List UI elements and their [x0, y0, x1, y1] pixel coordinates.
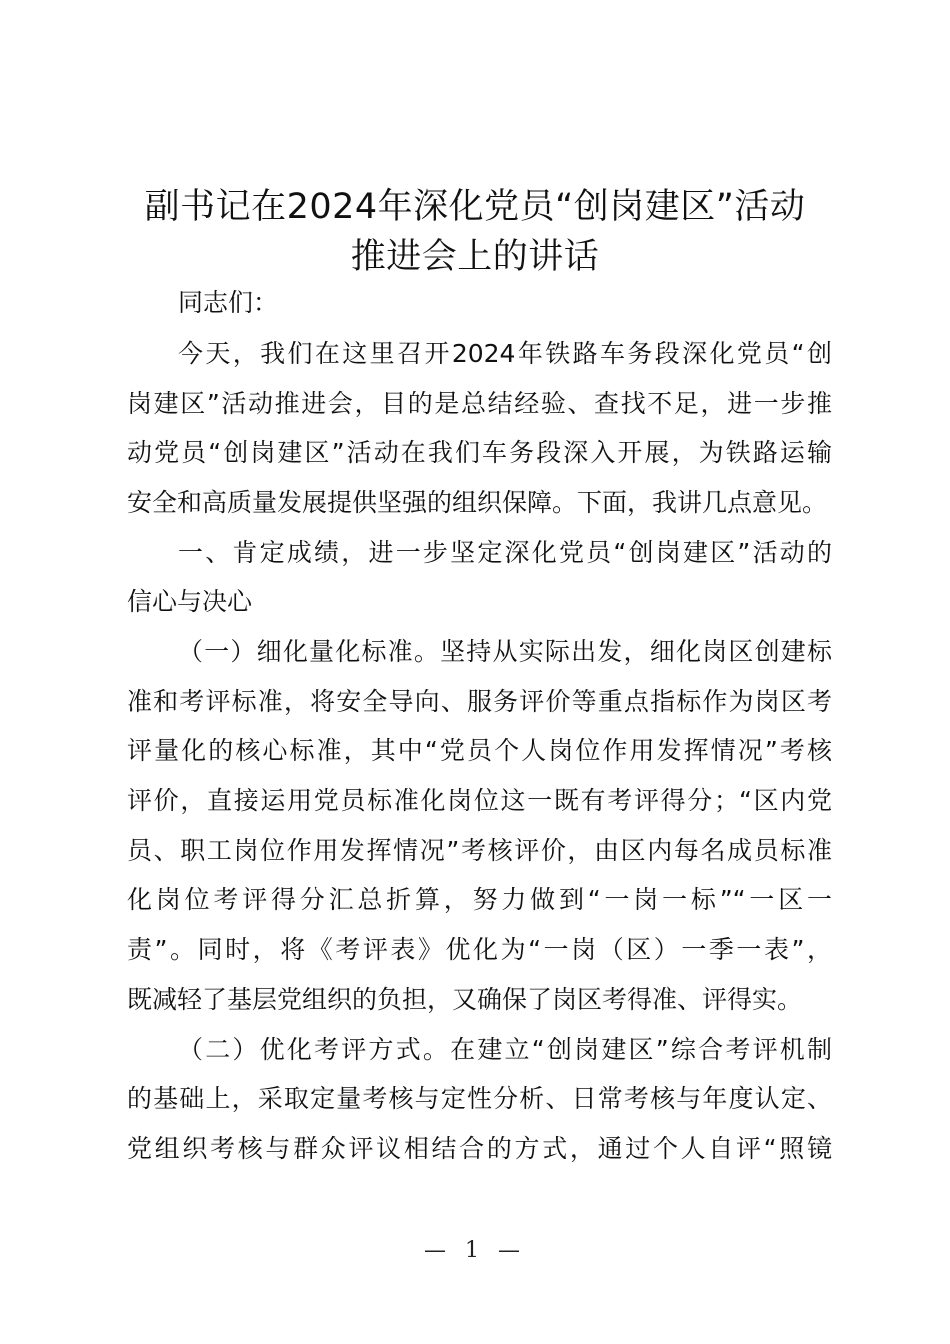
paragraph-line: 化岗位考评得分汇总折算，努力做到“一岗一标”“一区一 [127, 885, 832, 914]
paragraph-line: 评价，直接运用党员标准化岗位这一既有考评得分；“区内党 [127, 786, 832, 815]
paragraph-line: 岗建区”活动推进会，目的是总结经验、查找不足，进一步推 [127, 389, 832, 418]
paragraph-line: 准和考评标准，将安全导向、服务评价等重点指标作为岗区考 [127, 687, 832, 716]
page-number: — 1 — [424, 1238, 526, 1263]
section-heading-line: 信心与决心 [127, 587, 253, 616]
paragraph-line: 动党员“创岗建区”活动在我们车务段深入开展，为铁路运输 [127, 438, 832, 467]
paragraph-line: 员、职工岗位作用发挥情况”考核评价，由区内每名成员标准 [127, 836, 832, 865]
paragraph-line: （一）细化量化标准。坚持从实际出发，细化岗区创建标 [178, 637, 832, 666]
document-title-line-2: 推进会上的讲话 [350, 237, 600, 277]
paragraph-line: 责”。同时，将《考评表》优化为“一岗（区）一季一表”， [127, 935, 832, 964]
paragraph-line: 党组织考核与群众评议相结合的方式，通过个人自评“照镜 [127, 1134, 832, 1163]
paragraph-line: 的基础上，采取定量考核与定性分析、日常考核与年度认定、 [127, 1084, 832, 1113]
document-title-line-1: 副书记在2024年深化党员“创岗建区”活动 [144, 187, 806, 227]
section-heading-line: 一、肯定成绩，进一步坚定深化党员“创岗建区”活动的 [178, 538, 832, 567]
paragraph-line: 既减轻了基层党组织的负担，又确保了岗区考得准、评得实。 [127, 985, 803, 1014]
paragraph-line: 评量化的核心标准，其中“党员个人岗位作用发挥情况”考核 [127, 736, 832, 765]
paragraph-line: （二）优化考评方式。在建立“创岗建区”综合考评机制 [178, 1035, 832, 1064]
salutation: 同志们： [178, 288, 279, 317]
paragraph-line: 今天，我们在这里召开2024年铁路车务段深化党员“创 [178, 339, 832, 368]
paragraph-line: 安全和高质量发展提供坚强的组织保障。下面，我讲几点意见。 [127, 488, 828, 517]
